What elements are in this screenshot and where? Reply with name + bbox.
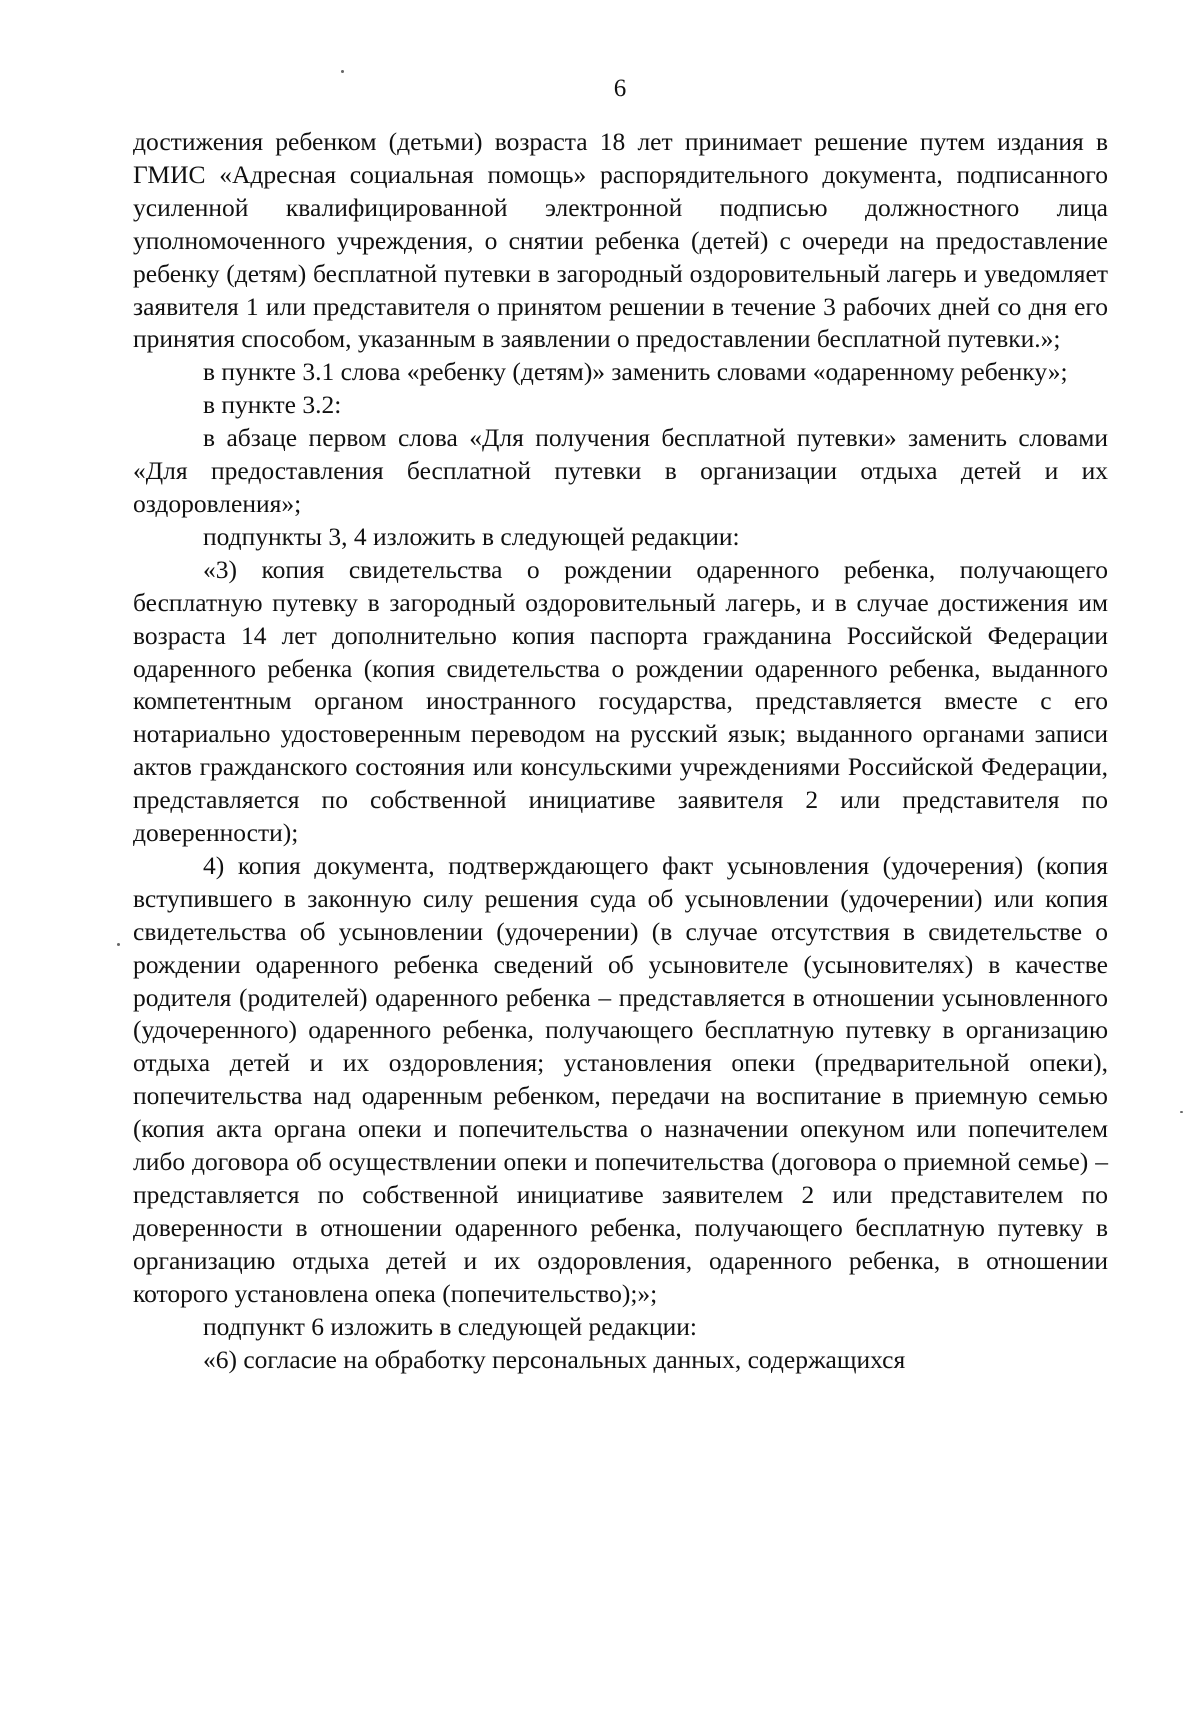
paragraph-decision-continuation: достижения ребенком (детьми) возраста 18 лет принимает решение путем издания в ГМИС «Адресная социальная помощь» распорядительного документа, подписанного усиленной квалифицированной электронной подписью должностного лица уполномоченного учреждения, о снятии ребенка (детей) с очереди на предоставление ребенку (детям) бесплатной путевки в загородный оздоровительный лагерь и уведомляет заявителя 1 или представителя о принятом решении в течение 3 рабочих дней со дня его принятия способом, указанным в заявлении о предоставлении бесплатной путевки.»; [133,127,1108,354]
paragraph-subitem-6: «6) согласие на обработку персональных данных, содержащихся [203,1344,906,1374]
paragraph-subitem-6-intro: подпункт 6 изложить в следующей редакции: [203,1311,697,1341]
paragraph-clause-3-1: в пункте 3.1 слова «ребенку (детям)» заменить словами «одаренному ребенку»; [203,357,1068,387]
page-number: 6 [613,75,627,102]
scan-speck [117,943,120,946]
paragraph-subitems-3-4-intro: подпункты 3, 4 изложить в следующей редакции: [203,521,740,551]
paragraph-clause-3-2: в пункте 3.2: [203,390,342,420]
paragraph-subitem-4: 4) копия документа, подтверждающего факт усыновления (удочерения) (копия вступившего в законную силу решения суда об усыновлении (удочерении) или копия свидетельства об усыновлении (удочерении) (в случае отсутствия в свидетельстве о рождении одаренного ребенка сведений об усыновителе (усыновителях) в качестве родителя (родителей) одаренного ребенка – представляется в отношении усыновленного (удочеренного) одаренного ребенка, получающего бесплатную путевку в организацию отдыха детей и их оздоровления; установления опеки (предварительной опеки), попечительства над одаренным ребенком, передачи на воспитание в приемную семью (копия акта органа опеки и попечительства о назначении опекуном или попечителем либо договора об осуществлении опеки и попечительства (договора о приемной семье) – представляется по собственной инициативе заявителем 2 или представителем по доверенности в отношении одаренного ребенка, получающего бесплатную путевку в организацию отдыха детей и их оздоровления, одаренного ребенка, в отношении которого установлена опека (попечительство);»; [133,850,1108,1308]
scan-speck [1180,1111,1183,1113]
scan-speck [341,70,344,73]
paragraph-subitem-3: «3) копия свидетельства о рождении одаренного ребенка, получающего бесплатную путевку в загородный оздоровительный лагерь, и в случае достижения им возраста 14 лет дополнительно копия паспорта гражданина Российской Федерации одаренного ребенка (копия свидетельства о рождении одаренного ребенка, выданного компетентным органом иностранного государства, представляется вместе с его нотариально удостоверенным переводом на русский язык; выданного органами записи актов гражданского состояния или консульскими учреждениями Российской Федерации, представляется по собственной инициативе заявителя 2 или представителя по доверенности); [133,554,1108,848]
document-body [133,126,1108,1376]
paragraph-first-subclause: в абзаце первом слова «Для получения бесплатной путевки» заменить словами «Для предоставления бесплатной путевки в организации отдыха детей и их оздоровления»; [133,423,1108,518]
